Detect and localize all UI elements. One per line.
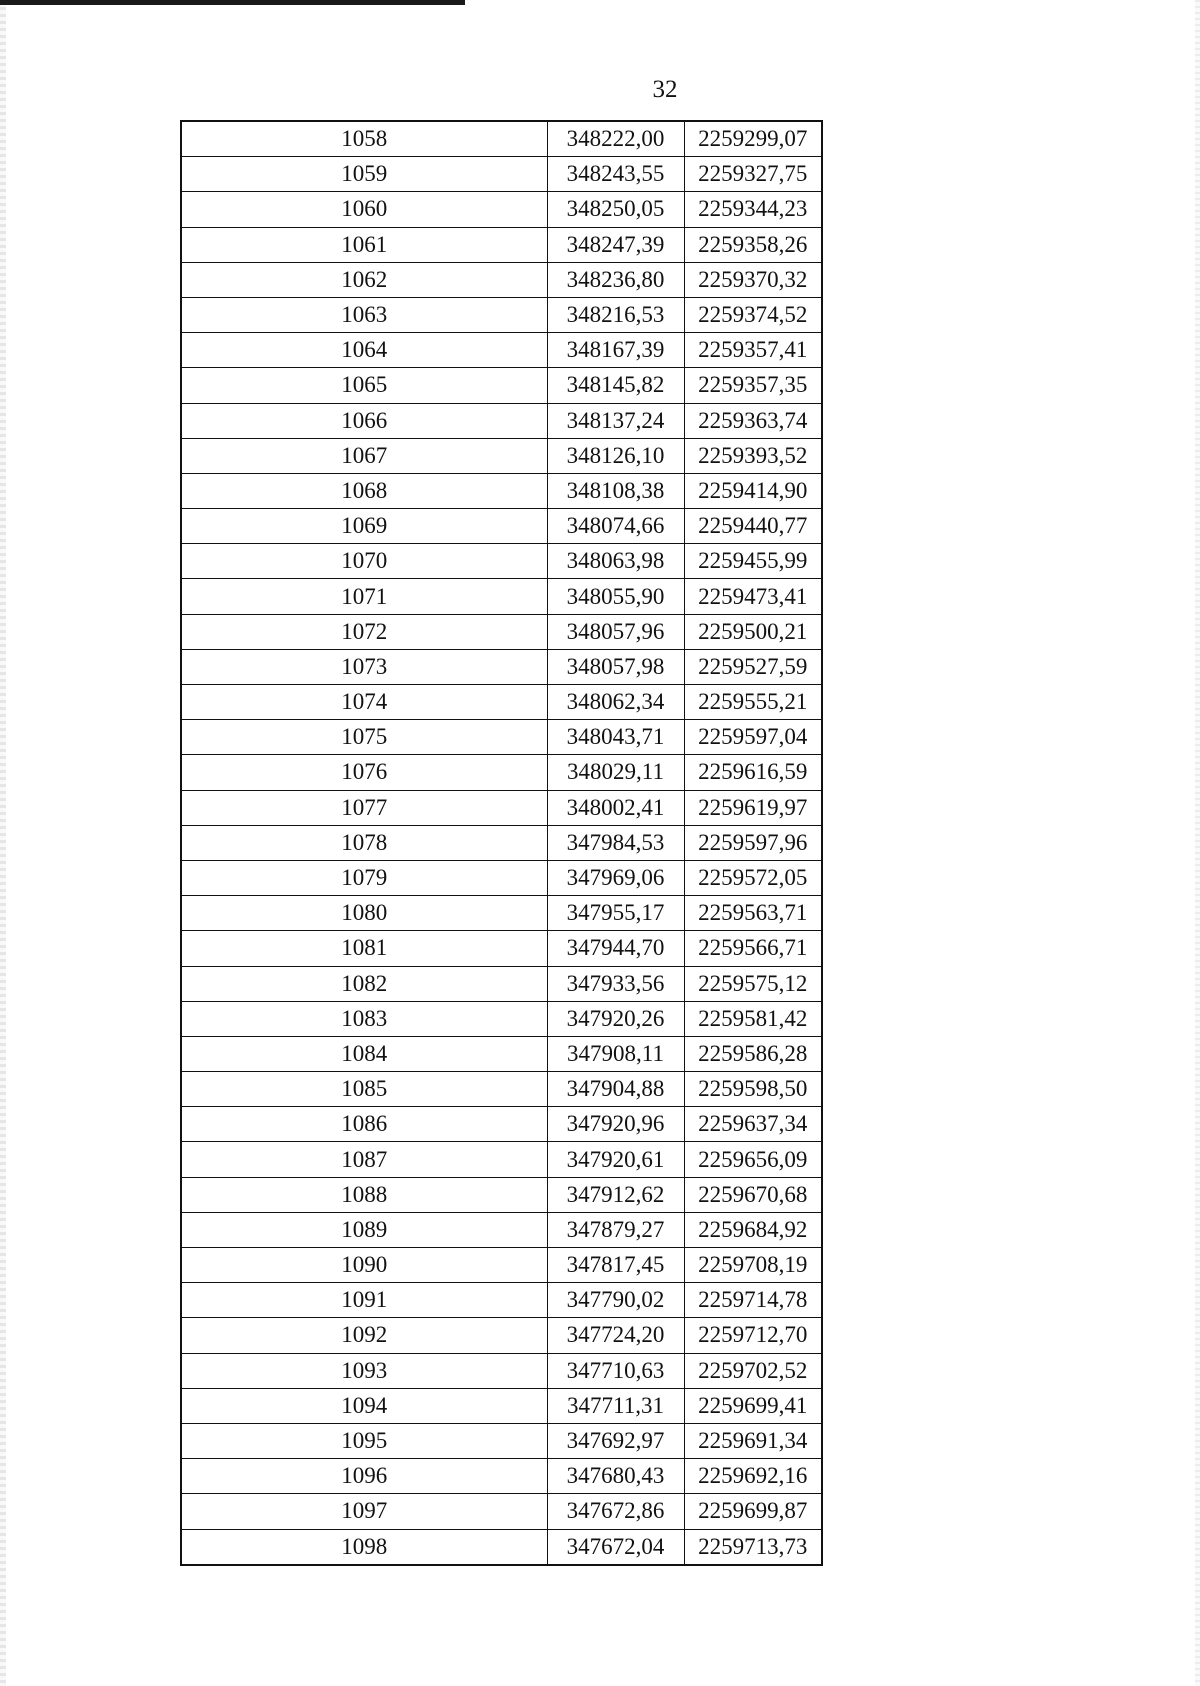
x-coordinate-cell: 347969,06: [547, 860, 684, 895]
table-row: [181, 509, 822, 544]
table-row: [181, 1353, 822, 1388]
scan-right-edge: [1195, 0, 1200, 1686]
table-row: [181, 403, 822, 438]
y-coordinate-cell: 2259393,52: [684, 438, 822, 473]
x-coordinate-cell: 348216,53: [547, 297, 684, 332]
y-coordinate-cell: 2259440,77: [684, 509, 822, 544]
table-row: [181, 1001, 822, 1036]
y-coordinate-cell: 2259566,71: [684, 931, 822, 966]
y-coordinate-cell: 2259500,21: [684, 614, 822, 649]
y-coordinate-cell: 2259713,73: [684, 1529, 822, 1565]
point-number-cell: 1064: [181, 333, 547, 368]
point-number-cell: 1071: [181, 579, 547, 614]
table-row: [181, 1459, 822, 1494]
x-coordinate-cell: 347933,56: [547, 966, 684, 1001]
table-row: [181, 720, 822, 755]
x-coordinate-cell: 347817,45: [547, 1248, 684, 1283]
table-row: [181, 1318, 822, 1353]
y-coordinate-cell: 2259670,68: [684, 1177, 822, 1212]
table-row: [181, 192, 822, 227]
point-number-cell: 1084: [181, 1036, 547, 1071]
x-coordinate-cell: 348137,24: [547, 403, 684, 438]
scan-left-edge: [0, 0, 6, 1686]
x-coordinate-cell: 347920,26: [547, 1001, 684, 1036]
x-coordinate-cell: 348074,66: [547, 509, 684, 544]
table-row: [181, 614, 822, 649]
x-coordinate-cell: 347984,53: [547, 825, 684, 860]
y-coordinate-cell: 2259597,96: [684, 825, 822, 860]
table-row: [181, 966, 822, 1001]
y-coordinate-cell: 2259344,23: [684, 192, 822, 227]
y-coordinate-cell: 2259714,78: [684, 1283, 822, 1318]
x-coordinate-cell: 348126,10: [547, 438, 684, 473]
table-row: [181, 262, 822, 297]
x-coordinate-cell: 347672,04: [547, 1529, 684, 1565]
table-row: [181, 1177, 822, 1212]
point-number-cell: 1076: [181, 755, 547, 790]
y-coordinate-cell: 2259702,52: [684, 1353, 822, 1388]
table-row: [181, 438, 822, 473]
table-row: [181, 1529, 822, 1565]
x-coordinate-cell: 347944,70: [547, 931, 684, 966]
x-coordinate-cell: 347711,31: [547, 1388, 684, 1423]
y-coordinate-cell: 2259358,26: [684, 227, 822, 262]
table-row: [181, 1248, 822, 1283]
y-coordinate-cell: 2259712,70: [684, 1318, 822, 1353]
x-coordinate-cell: 347790,02: [547, 1283, 684, 1318]
point-number-cell: 1092: [181, 1318, 547, 1353]
point-number-cell: 1063: [181, 297, 547, 332]
point-number-cell: 1067: [181, 438, 547, 473]
table-row: [181, 649, 822, 684]
y-coordinate-cell: 2259699,87: [684, 1494, 822, 1529]
x-coordinate-cell: 347920,96: [547, 1107, 684, 1142]
y-coordinate-cell: 2259327,75: [684, 157, 822, 192]
table-row: [181, 333, 822, 368]
point-number-cell: 1082: [181, 966, 547, 1001]
x-coordinate-cell: 347710,63: [547, 1353, 684, 1388]
point-number-cell: 1097: [181, 1494, 547, 1529]
y-coordinate-cell: 2259575,12: [684, 966, 822, 1001]
y-coordinate-cell: 2259555,21: [684, 685, 822, 720]
point-number-cell: 1085: [181, 1072, 547, 1107]
x-coordinate-cell: 348057,98: [547, 649, 684, 684]
coordinates-table: [180, 120, 823, 1566]
table-row: [181, 227, 822, 262]
y-coordinate-cell: 2259708,19: [684, 1248, 822, 1283]
x-coordinate-cell: 348002,41: [547, 790, 684, 825]
point-number-cell: 1060: [181, 192, 547, 227]
x-coordinate-cell: 348043,71: [547, 720, 684, 755]
table-row: [181, 1494, 822, 1529]
y-coordinate-cell: 2259363,74: [684, 403, 822, 438]
y-coordinate-cell: 2259597,04: [684, 720, 822, 755]
point-number-cell: 1080: [181, 896, 547, 931]
table-row: [181, 1072, 822, 1107]
table-row: [181, 473, 822, 508]
x-coordinate-cell: 347680,43: [547, 1459, 684, 1494]
point-number-cell: 1061: [181, 227, 547, 262]
table-row: [181, 1142, 822, 1177]
point-number-cell: 1079: [181, 860, 547, 895]
x-coordinate-cell: 347672,86: [547, 1494, 684, 1529]
point-number-cell: 1066: [181, 403, 547, 438]
point-number-cell: 1095: [181, 1423, 547, 1458]
x-coordinate-cell: 347920,61: [547, 1142, 684, 1177]
table-row: [181, 1423, 822, 1458]
y-coordinate-cell: 2259586,28: [684, 1036, 822, 1071]
table-row: [181, 860, 822, 895]
y-coordinate-cell: 2259370,32: [684, 262, 822, 297]
x-coordinate-cell: 348236,80: [547, 262, 684, 297]
point-number-cell: 1074: [181, 685, 547, 720]
x-coordinate-cell: 348222,00: [547, 121, 684, 157]
table-row: [181, 1283, 822, 1318]
x-coordinate-cell: 348057,96: [547, 614, 684, 649]
y-coordinate-cell: 2259299,07: [684, 121, 822, 157]
table-row: [181, 121, 822, 157]
x-coordinate-cell: 347908,11: [547, 1036, 684, 1071]
point-number-cell: 1086: [181, 1107, 547, 1142]
table-row: [181, 368, 822, 403]
point-number-cell: 1078: [181, 825, 547, 860]
coordinates-table-body: [181, 121, 822, 1565]
point-number-cell: 1075: [181, 720, 547, 755]
y-coordinate-cell: 2259684,92: [684, 1212, 822, 1247]
point-number-cell: 1090: [181, 1248, 547, 1283]
y-coordinate-cell: 2259656,09: [684, 1142, 822, 1177]
y-coordinate-cell: 2259357,41: [684, 333, 822, 368]
y-coordinate-cell: 2259473,41: [684, 579, 822, 614]
x-coordinate-cell: 347904,88: [547, 1072, 684, 1107]
y-coordinate-cell: 2259572,05: [684, 860, 822, 895]
point-number-cell: 1087: [181, 1142, 547, 1177]
x-coordinate-cell: 347912,62: [547, 1177, 684, 1212]
point-number-cell: 1062: [181, 262, 547, 297]
y-coordinate-cell: 2259598,50: [684, 1072, 822, 1107]
y-coordinate-cell: 2259616,59: [684, 755, 822, 790]
point-number-cell: 1072: [181, 614, 547, 649]
point-number-cell: 1069: [181, 509, 547, 544]
point-number-cell: 1083: [181, 1001, 547, 1036]
point-number-cell: 1098: [181, 1529, 547, 1565]
y-coordinate-cell: 2259691,34: [684, 1423, 822, 1458]
x-coordinate-cell: 348243,55: [547, 157, 684, 192]
point-number-cell: 1096: [181, 1459, 547, 1494]
point-number-cell: 1077: [181, 790, 547, 825]
x-coordinate-cell: 348029,11: [547, 755, 684, 790]
point-number-cell: 1070: [181, 544, 547, 579]
table-row: [181, 685, 822, 720]
point-number-cell: 1068: [181, 473, 547, 508]
point-number-cell: 1094: [181, 1388, 547, 1423]
table-row: [181, 790, 822, 825]
table-row: [181, 579, 822, 614]
table-row: [181, 1107, 822, 1142]
x-coordinate-cell: 348062,34: [547, 685, 684, 720]
table-row: [181, 1036, 822, 1071]
x-coordinate-cell: 347879,27: [547, 1212, 684, 1247]
table-row: [181, 1212, 822, 1247]
y-coordinate-cell: 2259619,97: [684, 790, 822, 825]
y-coordinate-cell: 2259581,42: [684, 1001, 822, 1036]
y-coordinate-cell: 2259455,99: [684, 544, 822, 579]
table-row: [181, 825, 822, 860]
x-coordinate-cell: 347724,20: [547, 1318, 684, 1353]
y-coordinate-cell: 2259357,35: [684, 368, 822, 403]
point-number-cell: 1065: [181, 368, 547, 403]
table-row: [181, 931, 822, 966]
table-row: [181, 896, 822, 931]
point-number-cell: 1091: [181, 1283, 547, 1318]
x-coordinate-cell: 348250,05: [547, 192, 684, 227]
y-coordinate-cell: 2259527,59: [684, 649, 822, 684]
y-coordinate-cell: 2259563,71: [684, 896, 822, 931]
top-rule: [0, 0, 465, 5]
table-row: [181, 297, 822, 332]
y-coordinate-cell: 2259637,34: [684, 1107, 822, 1142]
x-coordinate-cell: 348108,38: [547, 473, 684, 508]
table-row: [181, 157, 822, 192]
x-coordinate-cell: 347955,17: [547, 896, 684, 931]
x-coordinate-cell: 347692,97: [547, 1423, 684, 1458]
point-number-cell: 1058: [181, 121, 547, 157]
table-row: [181, 544, 822, 579]
point-number-cell: 1081: [181, 931, 547, 966]
point-number-cell: 1088: [181, 1177, 547, 1212]
y-coordinate-cell: 2259414,90: [684, 473, 822, 508]
point-number-cell: 1093: [181, 1353, 547, 1388]
x-coordinate-cell: 348167,39: [547, 333, 684, 368]
x-coordinate-cell: 348055,90: [547, 579, 684, 614]
x-coordinate-cell: 348247,39: [547, 227, 684, 262]
y-coordinate-cell: 2259692,16: [684, 1459, 822, 1494]
point-number-cell: 1073: [181, 649, 547, 684]
page-number: 32: [652, 76, 678, 103]
point-number-cell: 1089: [181, 1212, 547, 1247]
table-row: [181, 755, 822, 790]
point-number-cell: 1059: [181, 157, 547, 192]
table-row: [181, 1388, 822, 1423]
x-coordinate-cell: 348063,98: [547, 544, 684, 579]
x-coordinate-cell: 348145,82: [547, 368, 684, 403]
y-coordinate-cell: 2259374,52: [684, 297, 822, 332]
y-coordinate-cell: 2259699,41: [684, 1388, 822, 1423]
